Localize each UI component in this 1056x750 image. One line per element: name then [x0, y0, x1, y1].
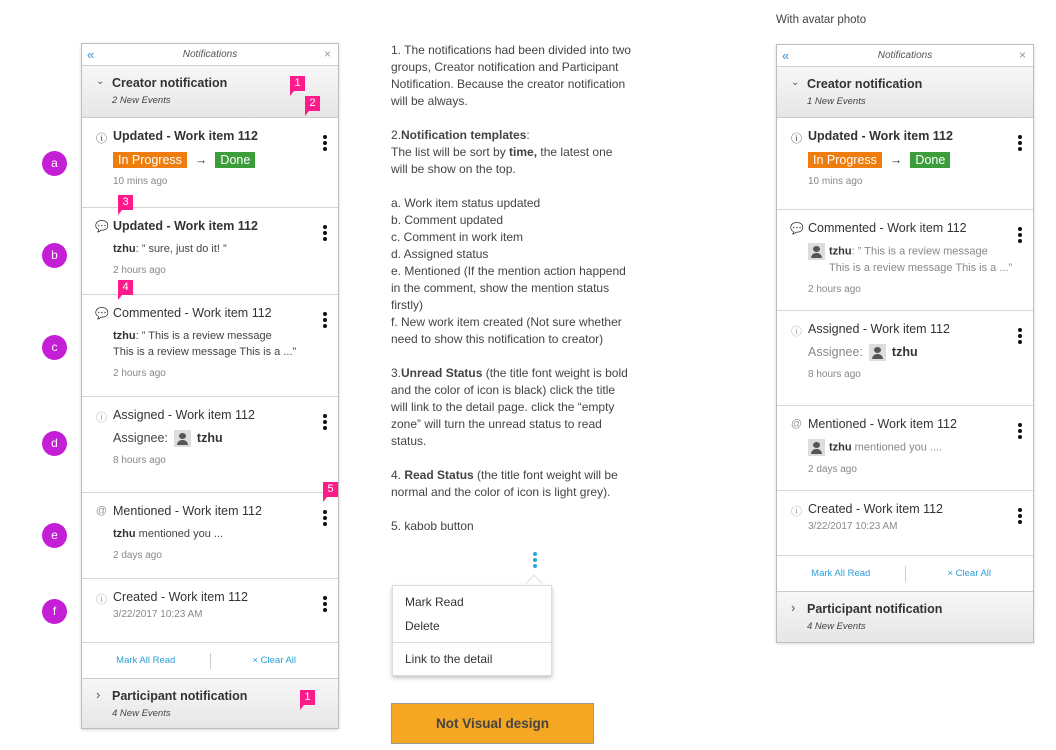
- comment-icon: 💬: [95, 308, 109, 320]
- menu-item-delete[interactable]: Delete: [405, 619, 440, 633]
- notifications-panel: [81, 43, 339, 729]
- info-icon: ⓘ: [96, 412, 107, 424]
- note-3: [391, 365, 631, 450]
- panel-title: Notifications: [182, 49, 238, 60]
- kebab-icon[interactable]: [1017, 423, 1023, 439]
- group-count: 2 New Events: [112, 95, 171, 106]
- timestamp: 8 hours ago: [113, 455, 166, 467]
- user-name: tzhu: [829, 245, 852, 258]
- timestamp: 8 hours ago: [808, 369, 861, 381]
- kebab-icon[interactable]: [322, 414, 328, 430]
- info-icon: ⓘ: [96, 594, 107, 606]
- note-num: 3.: [391, 366, 402, 380]
- menu-item-link-detail[interactable]: Link to the detail: [405, 652, 493, 666]
- notification-item[interactable]: [777, 311, 1033, 406]
- avatar-caption: With avatar photo: [776, 14, 867, 26]
- note-1: 1. The notifications had been divided into two groups, Creator notification and Participant Notification. Because the creator notification will be always.: [391, 43, 631, 108]
- info-icon: ⓘ: [96, 133, 107, 145]
- notification-body: [808, 243, 1013, 276]
- note-text: (the title font weight is bold and the color of icon is black) click the title will link to the detail page. click the “empty zone” will turn the unread status to read status.: [391, 366, 628, 448]
- annotation-tag: 3: [118, 195, 133, 210]
- avatar: [808, 243, 825, 260]
- comment-icon: 💬: [790, 223, 804, 235]
- info-icon: ⓘ: [791, 506, 802, 518]
- panel-header: [777, 45, 1033, 67]
- notifications-panel-avatar: [776, 44, 1034, 643]
- kebab-icon[interactable]: [322, 596, 328, 612]
- kebab-icon[interactable]: [322, 135, 328, 151]
- kebab-icon[interactable]: [1017, 328, 1023, 344]
- message-text: mentioned you ....: [851, 441, 943, 454]
- note-text: The list will be sort by: [391, 145, 510, 159]
- group-title: Participant notification: [112, 689, 248, 703]
- collapse-icon[interactable]: «: [782, 48, 790, 63]
- status-change: [113, 152, 308, 168]
- annotation-tag: 2: [305, 96, 320, 111]
- group-count: 4 New Events: [807, 621, 866, 632]
- avatar: [869, 344, 886, 361]
- notification-title[interactable]: Mentioned - Work item 112: [808, 417, 957, 431]
- annotation-tag: 5: [323, 482, 338, 497]
- notification-title[interactable]: Commented - Work item 112: [808, 221, 967, 235]
- note-list-item: b. Comment updated: [391, 213, 504, 227]
- message-text: This is a review message This is a ...”: [113, 346, 297, 358]
- notification-title[interactable]: Assigned - Work item 112: [808, 322, 950, 336]
- marker-f: f: [42, 599, 67, 624]
- note-bold: Read Status: [404, 468, 474, 482]
- notification-title[interactable]: Updated - Work item 112: [808, 129, 953, 143]
- collapse-icon[interactable]: «: [87, 47, 95, 62]
- notification-item[interactable]: [82, 397, 338, 493]
- marker-e: e: [42, 523, 67, 548]
- marker-d: d: [42, 431, 67, 456]
- group-count: 4 New Events: [112, 708, 171, 719]
- note-text: :: [526, 128, 530, 142]
- note-list-item: c. Comment in work item: [391, 230, 524, 244]
- notification-title[interactable]: Updated - Work item 112: [113, 219, 258, 233]
- clear-all-link[interactable]: × Clear All: [947, 568, 992, 579]
- panel-footer: [777, 556, 1033, 592]
- note-5: 5. kabob button: [391, 519, 474, 533]
- notification-body: [808, 439, 1003, 456]
- annotation-tag: 1: [300, 690, 315, 705]
- menu-divider: [393, 642, 551, 643]
- user-name: tzhu: [113, 243, 136, 255]
- notification-item[interactable]: [82, 579, 338, 643]
- chevron-down-icon: ⌄: [96, 76, 105, 87]
- notification-item[interactable]: [82, 295, 338, 397]
- timestamp: 10 mins ago: [113, 176, 168, 187]
- user-name: tzhu: [829, 441, 852, 454]
- assignee-row: [808, 344, 1003, 361]
- chevron-right-icon: ›: [96, 687, 101, 702]
- timestamp: 2 hours ago: [113, 265, 166, 276]
- creator-group-header[interactable]: [777, 67, 1033, 118]
- not-visual-design-badge: Not Visual design: [391, 703, 594, 744]
- note-num: 2.: [391, 128, 402, 142]
- assignee-label: Assignee:: [808, 345, 863, 359]
- group-title: Creator notification: [807, 77, 923, 91]
- marker-b: b: [42, 243, 67, 268]
- at-icon: @: [790, 418, 803, 430]
- timestamp: 3/22/2017 10:23 AM: [113, 609, 203, 620]
- notification-title[interactable]: Created - Work item 112: [113, 590, 249, 604]
- notification-item[interactable]: [82, 493, 338, 579]
- notification-title[interactable]: Updated - Work item 112: [113, 129, 258, 143]
- group-count: 1 New Events: [807, 96, 866, 107]
- kebab-icon[interactable]: [1017, 508, 1023, 524]
- chevron-down-icon: ⌄: [791, 77, 800, 88]
- mark-all-read-link[interactable]: Mark All Read: [811, 568, 871, 579]
- message-text: mentioned you ...: [135, 528, 224, 540]
- kebab-icon[interactable]: [1017, 135, 1023, 151]
- panel-header: [82, 44, 338, 66]
- kebab-icon[interactable]: [322, 510, 328, 526]
- kebab-icon-example[interactable]: [533, 552, 537, 568]
- note-list-item: d. Assigned status: [391, 247, 489, 261]
- group-title: Participant notification: [807, 602, 943, 616]
- chevron-right-icon: ›: [791, 600, 796, 615]
- group-title: Creator notification: [112, 76, 228, 90]
- timestamp: 2 hours ago: [808, 284, 861, 295]
- assignee-label: Assignee:: [113, 431, 168, 445]
- arrow-icon: →: [194, 153, 208, 167]
- status-to-badge: Done: [215, 152, 255, 168]
- annotation-tag: 4: [118, 280, 133, 295]
- note-list: [391, 195, 631, 348]
- timestamp: 3/22/2017 10:23 AM: [808, 521, 898, 532]
- notification-item[interactable]: [777, 406, 1033, 491]
- clear-all-link[interactable]: × Clear All: [252, 655, 297, 666]
- note-4: [391, 467, 631, 501]
- notification-title[interactable]: Assigned - Work item 112: [113, 408, 255, 422]
- user-name: tzhu: [196, 431, 223, 445]
- notification-item[interactable]: [777, 118, 1033, 210]
- notification-item[interactable]: [777, 491, 1033, 556]
- arrow-icon: →: [889, 153, 903, 167]
- notification-title[interactable]: Mentioned - Work item 112: [113, 504, 262, 518]
- kebab-menu: [392, 585, 552, 676]
- annotation-tag: 1: [290, 76, 305, 91]
- marker-c: c: [42, 335, 67, 360]
- status-from-badge: In Progress: [808, 152, 882, 168]
- status-from-badge: In Progress: [113, 152, 187, 168]
- timestamp: 10 mins ago: [808, 176, 863, 187]
- kebab-icon[interactable]: [322, 225, 328, 241]
- panel-title: Notifications: [877, 50, 933, 61]
- note-bold: Unread Status: [401, 366, 483, 380]
- message-text: : ” This is a review message: [135, 330, 272, 342]
- note-bold: Notification templates: [401, 128, 527, 142]
- close-icon[interactable]: ×: [323, 47, 331, 61]
- note-2: [391, 127, 631, 178]
- note-num: 4.: [391, 468, 405, 482]
- user-name: tzhu: [113, 330, 136, 342]
- kebab-icon[interactable]: [322, 312, 328, 328]
- menu-item-mark-read[interactable]: Mark Read: [405, 595, 464, 609]
- notification-body: [113, 328, 308, 360]
- notes: [391, 42, 631, 552]
- avatar: [808, 439, 825, 456]
- notification-body: [113, 241, 308, 257]
- panel-footer: [82, 643, 338, 679]
- comment-icon: 💬: [95, 221, 109, 233]
- note-bold: time,: [509, 145, 538, 159]
- note-list-item: f. New work item created (Not sure whether need to show this notification to creator): [391, 315, 622, 346]
- notification-title[interactable]: Commented - Work item 112: [113, 306, 272, 320]
- info-icon: ⓘ: [791, 133, 802, 145]
- marker-a: a: [42, 151, 67, 176]
- message-text: This is a review message This is a ...”: [829, 262, 1013, 274]
- note-text: (the title font weight will be normal and the color of icon is light grey).: [391, 468, 618, 499]
- note-list-item: e. Mentioned (If the mention action happend in the comment, show the mention status firstly): [391, 264, 626, 312]
- user-name: tzhu: [891, 345, 918, 359]
- at-icon: @: [95, 505, 108, 517]
- notification-item[interactable]: [777, 210, 1033, 311]
- notification-body: [113, 526, 308, 542]
- assignee-row: [113, 430, 308, 447]
- timestamp: 2 hours ago: [113, 368, 166, 379]
- note-text: the latest one will be show on the top.: [391, 145, 613, 176]
- participant-group-header[interactable]: [777, 592, 1033, 642]
- mark-all-read-link[interactable]: Mark All Read: [116, 655, 176, 666]
- message-text: : ” This is a review message: [851, 245, 988, 258]
- creator-group-header[interactable]: [82, 66, 338, 118]
- note-list-item: a. Work item status updated: [391, 196, 541, 210]
- kebab-icon[interactable]: [1017, 227, 1023, 243]
- timestamp: 2 days ago: [113, 550, 162, 561]
- status-to-badge: Done: [910, 152, 950, 168]
- info-icon: ⓘ: [791, 326, 802, 338]
- avatar: [174, 430, 191, 447]
- user-name: tzhu: [113, 528, 136, 540]
- notification-title[interactable]: Created - Work item 112: [808, 502, 944, 516]
- close-icon[interactable]: ×: [1018, 48, 1026, 62]
- message-text: : ” sure, just do it! ”: [135, 243, 227, 255]
- status-change: [808, 152, 1003, 168]
- timestamp: 2 days ago: [808, 464, 857, 475]
